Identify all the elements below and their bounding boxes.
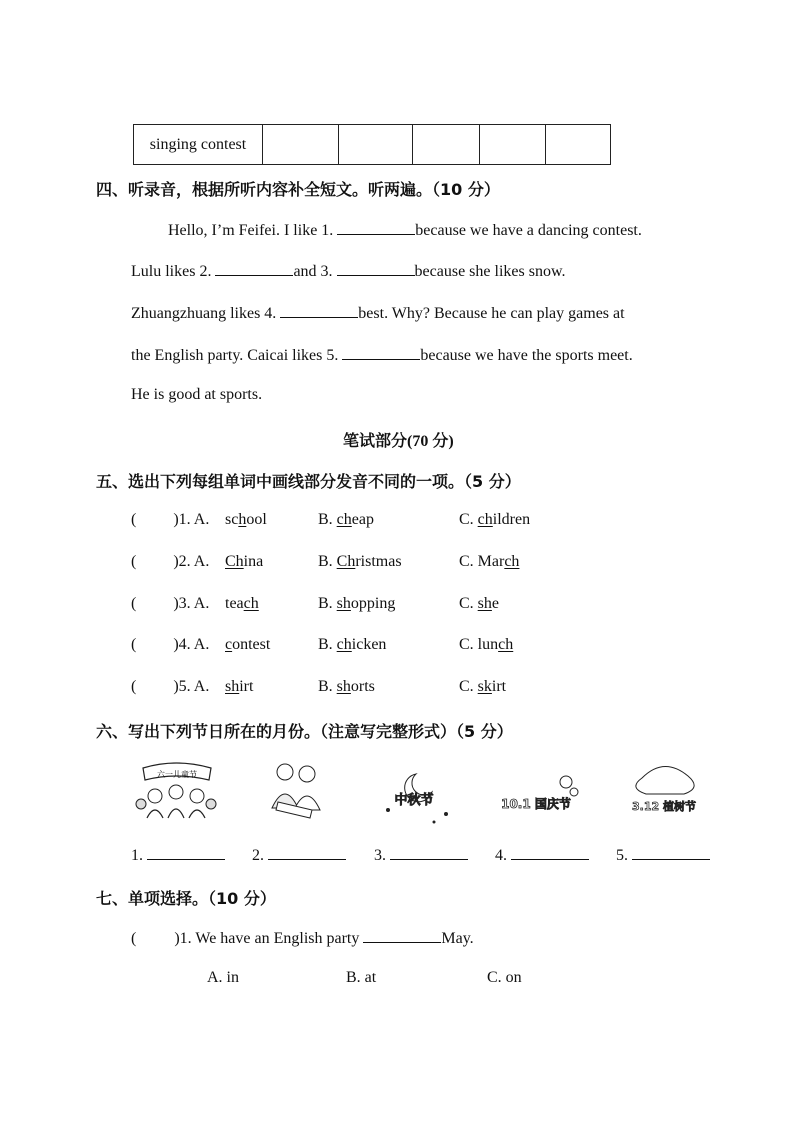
picture-caption: 3.12 植树节: [632, 800, 696, 813]
answer-3: [374, 845, 468, 865]
underlined-letters: h: [238, 511, 247, 528]
answer-paren: (: [131, 595, 137, 612]
question-row: [131, 636, 651, 654]
option-c[interactable]: [459, 595, 499, 613]
answer-2: [252, 845, 346, 865]
option-c[interactable]: [459, 553, 519, 571]
blank-5[interactable]: [342, 345, 420, 360]
option-text: ildren: [492, 511, 531, 528]
answer-blank[interactable]: [632, 845, 710, 860]
underlined-letters: ch: [477, 511, 493, 528]
underlined-letters: ch: [504, 553, 520, 570]
table-cell[interactable]: [546, 125, 611, 165]
underlined-letters: sh: [336, 678, 351, 695]
option-a[interactable]: [225, 678, 253, 696]
option-text: C.: [459, 678, 478, 695]
table-cell-singing-contest: singing contest: [134, 125, 263, 165]
score-table: [133, 124, 611, 165]
underlined-letters: ch: [243, 595, 259, 612]
answer-paren: (: [131, 553, 137, 570]
passage-text: He is good at sports.: [131, 386, 263, 403]
option-c[interactable]: C. on: [487, 969, 522, 986]
question-row: [131, 678, 651, 696]
section-7-heading: 七、单项选择。（10 分）: [96, 889, 276, 908]
option-text: icken: [351, 636, 387, 653]
answer-1: [131, 845, 225, 865]
picture-caption: 中秋节: [394, 793, 434, 808]
answer-blank[interactable]: [390, 845, 468, 860]
option-text: B.: [318, 595, 337, 612]
option-a[interactable]: A. in: [207, 969, 239, 986]
passage-line-4: [131, 345, 633, 365]
option-text: ool: [246, 511, 267, 528]
passage-text: Lulu likes 2.: [131, 263, 216, 280]
option-b[interactable]: [318, 553, 402, 571]
option-text: e: [491, 595, 500, 612]
option-a[interactable]: [225, 553, 263, 571]
option-b[interactable]: B. at: [346, 969, 377, 986]
table-row: [134, 125, 611, 165]
underlined-letters: sh: [336, 595, 351, 612]
picture-caption: 10.1 国庆节: [501, 797, 571, 811]
answer-blank[interactable]: [511, 845, 589, 860]
underlined-letters: Ch: [336, 553, 356, 570]
option-text: sc: [225, 511, 239, 528]
option-text: )5. A.: [173, 678, 210, 695]
question-text: May.: [441, 930, 474, 947]
passage-text: Hello, I’m Feifei. I like 1.: [168, 222, 338, 239]
option-text: ontest: [232, 636, 271, 653]
option-a[interactable]: [225, 511, 267, 529]
option-text: ristmas: [355, 553, 402, 570]
option-text: C.: [459, 595, 478, 612]
passage-text: and 3.: [293, 263, 337, 280]
question-row: [131, 511, 651, 529]
answer-number: 2.: [252, 847, 268, 864]
blank-3[interactable]: [337, 261, 415, 276]
option-text: B.: [318, 511, 337, 528]
option-text: B.: [318, 553, 337, 570]
blank[interactable]: [363, 928, 441, 943]
option-text: irt: [491, 678, 507, 695]
option-text: )2. A.: [173, 553, 210, 570]
answer-number: 1.: [131, 847, 147, 864]
written-part-title: 笔试部分(70 分): [343, 433, 454, 450]
mid-autumn-icon: [376, 764, 462, 826]
underlined-letters: sh: [225, 678, 240, 695]
option-text: B.: [318, 678, 337, 695]
table-cell[interactable]: [339, 125, 413, 165]
passage-text: because we have the sports meet.: [420, 347, 633, 364]
teachers-day-icon: [252, 758, 338, 820]
underlined-letters: ch: [336, 511, 352, 528]
blank-2[interactable]: [215, 261, 293, 276]
option-c[interactable]: [459, 678, 506, 696]
blank-1[interactable]: [337, 220, 415, 235]
passage-text: because she likes snow.: [414, 263, 566, 280]
option-text: )1. A.: [173, 511, 210, 528]
option-text: ina: [243, 553, 264, 570]
option-text: irt: [239, 678, 254, 695]
passage-text: best. Why? Because he can play games at: [358, 305, 625, 322]
option-b[interactable]: [318, 511, 374, 529]
option-text: )4. A.: [173, 636, 210, 653]
question-7-1: [131, 928, 474, 948]
option-text: )3. A.: [173, 595, 210, 612]
passage-line-2: [131, 261, 565, 281]
passage-line-3: [131, 303, 625, 323]
table-cell[interactable]: [413, 125, 480, 165]
childrens-day-icon: [133, 760, 219, 822]
option-b[interactable]: [318, 678, 375, 696]
answer-blank[interactable]: [268, 845, 346, 860]
option-text: C.: [459, 511, 478, 528]
underlined-letters: c: [225, 636, 233, 653]
answer-4: [495, 845, 589, 865]
passage-text: because we have a dancing contest.: [415, 222, 642, 239]
option-text: eap: [351, 511, 374, 528]
answer-number: 3.: [374, 847, 390, 864]
passage-text: the English party. Caicai likes 5.: [131, 347, 343, 364]
table-cell[interactable]: [480, 125, 546, 165]
question-text: )1. We have an English party: [174, 930, 364, 947]
option-c[interactable]: [459, 636, 513, 654]
answer-paren: (: [131, 636, 137, 653]
tree-planting-day-icon: [624, 758, 710, 820]
option-text: tea: [225, 595, 244, 612]
option-text: orts: [350, 678, 375, 695]
answer-number: 4.: [495, 847, 511, 864]
answer-blank[interactable]: [147, 845, 225, 860]
answer-number: 5.: [616, 847, 632, 864]
answer-5: [616, 845, 710, 865]
option-text: C. Mar: [459, 553, 505, 570]
passage-text: Zhuangzhuang likes 4.: [131, 305, 281, 322]
section-6-heading: 六、写出下列节日所在的月份。（注意写完整形式）（5 分）: [96, 722, 513, 741]
section-5-heading: 五、选出下列每组单词中画线部分发音不同的一项。（5 分）: [96, 472, 521, 491]
option-text: C. lun: [459, 636, 499, 653]
answer-paren: (: [131, 511, 137, 528]
option-b[interactable]: [318, 636, 386, 654]
option-b[interactable]: [318, 595, 395, 613]
option-c[interactable]: [459, 511, 530, 529]
option-text: opping: [350, 595, 396, 612]
question-row: [131, 595, 651, 613]
picture-caption: 六一儿童节: [157, 770, 197, 779]
underlined-letters: sh: [477, 595, 492, 612]
answer-paren: (: [131, 930, 137, 947]
answer-paren: (: [131, 678, 137, 695]
table-cell[interactable]: [263, 125, 339, 165]
underlined-letters: ch: [498, 636, 514, 653]
underlined-letters: ch: [336, 636, 352, 653]
option-a[interactable]: [225, 636, 270, 654]
option-a[interactable]: [225, 595, 259, 613]
section-4-heading: 四、听录音，根据所听内容补全短文。听两遍。（10 分）: [96, 180, 500, 199]
blank-4[interactable]: [280, 303, 358, 318]
national-day-icon: [500, 764, 586, 826]
passage-line-5: [131, 386, 262, 404]
underlined-letters: sk: [477, 678, 492, 695]
underlined-letters: Ch: [225, 553, 244, 570]
passage-line-1: [168, 220, 642, 240]
option-text: B.: [318, 636, 337, 653]
question-row: [131, 553, 651, 571]
